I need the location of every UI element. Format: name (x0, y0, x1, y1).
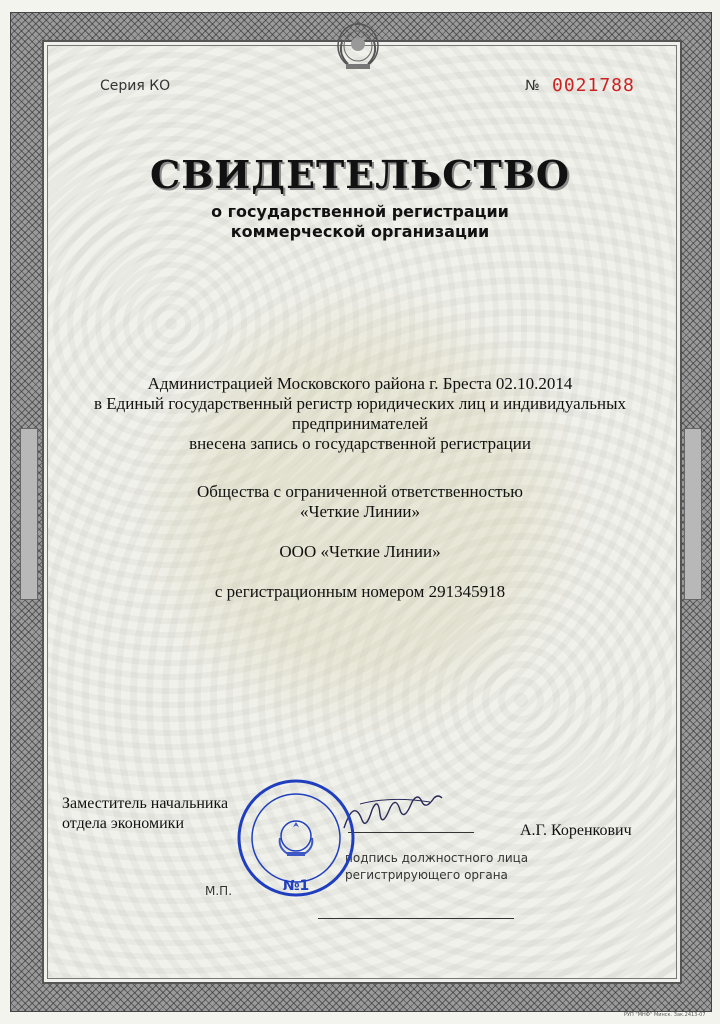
stamp-place-label: М.П. (205, 884, 233, 898)
registration-number: с регистрационным номером 291345918 (214, 582, 506, 601)
number-sign: № (525, 78, 540, 94)
state-emblem-icon (332, 16, 384, 72)
subtitle-line-1: о государственной регистрации (211, 202, 509, 221)
left-border-tab (20, 428, 38, 600)
org-full-line-2: «Четкие Линии» (299, 502, 421, 521)
printer-imprint: РУП "МНФ" Минск. Зак.2413-07 (624, 1012, 706, 1018)
signatory-position (62, 794, 228, 834)
position-line-1: Заместитель начальника (62, 795, 229, 812)
series-label: Серия КО (100, 78, 171, 94)
right-border-tab (684, 428, 702, 600)
statement-line-3: предпринимателей (291, 414, 429, 433)
statement-line-1: Администрацией Московского района г. Бреста 02.10.2014 (147, 374, 573, 393)
signature-caption (345, 850, 545, 884)
signatory-name: А.Г. Коренкович (520, 822, 632, 839)
organization-short-name: ООО «Четкие Линии» (279, 542, 441, 561)
svg-text:№1: №1 (282, 878, 310, 894)
subtitle-line-2: коммерческой организации (230, 222, 490, 241)
caption-line-2: регистрирующего органа (345, 868, 508, 882)
document-title: СВИДЕТЕЛЬСТВО (150, 152, 570, 197)
position-line-2: отдела экономики (62, 815, 185, 832)
statement-line-2: в Единый государственный регистр юридических лиц и индивидуальных (93, 394, 627, 413)
stamp-line (318, 918, 514, 919)
official-stamp-icon (236, 778, 356, 898)
certificate-number: 0021788 (552, 75, 635, 96)
organization-full-name (60, 482, 660, 522)
caption-line-1: подпись должностного лица (345, 851, 529, 865)
statement-line-4: внесена запись о государственной регистрации (189, 434, 531, 453)
registration-statement (60, 374, 660, 454)
handwritten-signature-icon (340, 790, 450, 840)
org-full-line-1: Общества с ограниченной ответственностью (196, 482, 523, 501)
document-subtitle (0, 202, 720, 242)
